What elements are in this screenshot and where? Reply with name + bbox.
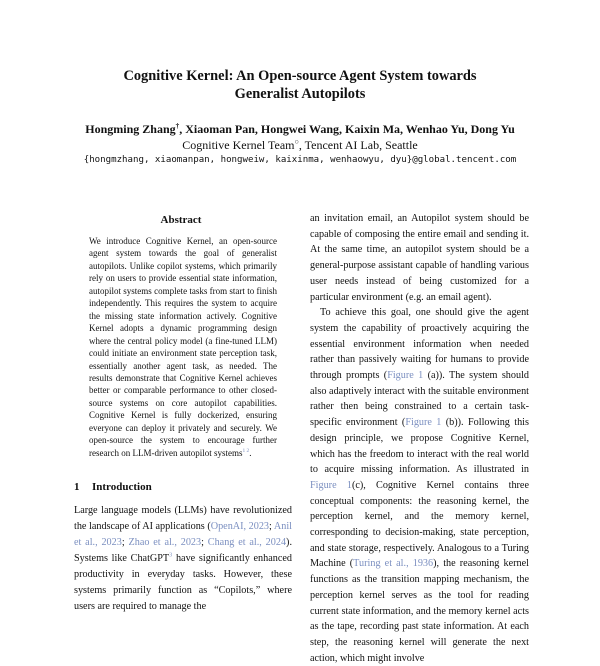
title-line-1: Cognitive Kernel: An Open-source Agent System towards [123, 68, 477, 84]
author-emails: {hongmzhang, xiaomanpan, hongweiw, kaixinma, wenhaowyu, dyu}@global.tencent.com [83, 155, 517, 165]
body-text: ), the reasoning kernel functions as the transition mapping mechanism, the perception kernel serves as the tool for reading current state information, and the memory kernel acts as the tape, recording past state information. At each step, the reasoning kernel will generate the next action, which might involve [310, 558, 529, 664]
citation-link[interactable]: Anil et al., 2023 [74, 521, 292, 548]
affiliation-mark: ○ [294, 138, 299, 146]
abstract-text [89, 235, 277, 459]
citation-link[interactable]: OpenAI, 2023 [210, 521, 270, 532]
figure-link[interactable]: Figure 1 [405, 417, 442, 429]
citation-link[interactable]: Chang et al., 2024 [207, 537, 287, 548]
intro-text: ; [121, 537, 129, 548]
lab-name: , Tencent AI Lab, Seattle [298, 138, 418, 152]
figure-link[interactable]: Figure 1 [387, 370, 424, 382]
body-text: (a)). The system should also adaptively interact with the suitable environment rather then being constrained to a certain task-specific environment ( [310, 370, 529, 429]
intro-text: ; [201, 537, 208, 548]
author-footnote-mark: † [175, 122, 180, 130]
author-list [0, 122, 600, 137]
body-text: (b)). Following this design principle, we propose Cognitive Kernel, which has the freedom to interact with the real world to acquire missing information. As illustrated in [310, 417, 529, 476]
intro-text: ). Systems like ChatGPT [74, 537, 292, 564]
body-text: (c), Cognitive Kernel contains three conceptual components: the reasoning kernel, the perception kernel, and the memory kernel, corresponding to decision-making, state perception, and state storage, respectively. Analogous to a Turing Machine ( [310, 479, 529, 570]
section-heading-introduction [74, 480, 152, 494]
citation-link[interactable]: Zhao et al., 2023 [128, 537, 202, 548]
team-name: Cognitive Kernel Team [182, 138, 295, 152]
abstract-body: We introduce Cognitive Kernel, an open-source agent system towards the goal of generalist autopilots. Unlike copilot systems, which primarily rely on users to provide essential state information, autopilot systems complete tasks from start to finish independently. This requires the system to acquire the missing state information actively. Cognitive Kernel adopts a dynamic programming design where the central policy model (a fine-tuned LLM) could initiate an environment state perception task, essentially another agent task, as needed. The results demonstrate that Cognitive Kernel achieves better or comparable performance to other closed-source systems on core autopilot capabilities. Cognitive Kernel is fully dockerized, ensuring everyone can deploy it privately and securely. We open-source the system to encourage further research on LLM-driven autopilot systems [89, 236, 277, 458]
abstract-footnote-links[interactable]: 1 2 [242, 447, 250, 454]
section-title: Introduction [92, 481, 152, 493]
title-line-2: Generalist Autopilots [234, 86, 366, 102]
footnote-link[interactable]: 3 [169, 552, 173, 559]
other-authors: , Xiaoman Pan, Hongwei Wang, Kaixin Ma, Wenhao Yu, Dong Yu [179, 122, 515, 136]
body-text: To achieve this goal, one should give the agent system the capability of proactively acquiring the essential environment information when needed rather than passively waiting for humans to provide through prompts ( [310, 307, 529, 382]
citation-link[interactable]: Turing et al., 1936 [353, 558, 434, 570]
intro-text: Large language models (LLMs) have revolutionized the landscape of AI applications ( [74, 505, 292, 532]
paragraph [310, 305, 529, 666]
abstract-end: . [249, 447, 252, 458]
intro-text: ; [269, 521, 274, 532]
introduction-paragraph [74, 503, 292, 615]
intro-text: have significantly enhanced productivity in everyday tasks. However, these systems primarily function as “Copilots,” where users are required to manage the [74, 553, 293, 612]
section-number: 1 [74, 481, 80, 493]
abstract-heading: Abstract [160, 214, 202, 226]
paragraph: an invitation email, an Autopilot system should be capable of composing the entire email and sending it. At the same time, an autopilot system should be a general-purpose assistant capable of handling various user needs instead of being customized for a particular environment (e.g. an email agent). [310, 213, 529, 303]
first-author: Hongming Zhang [85, 122, 176, 136]
figure-link[interactable]: Figure 1 [310, 479, 352, 491]
right-column-text [310, 211, 529, 666]
affiliation [0, 138, 600, 153]
